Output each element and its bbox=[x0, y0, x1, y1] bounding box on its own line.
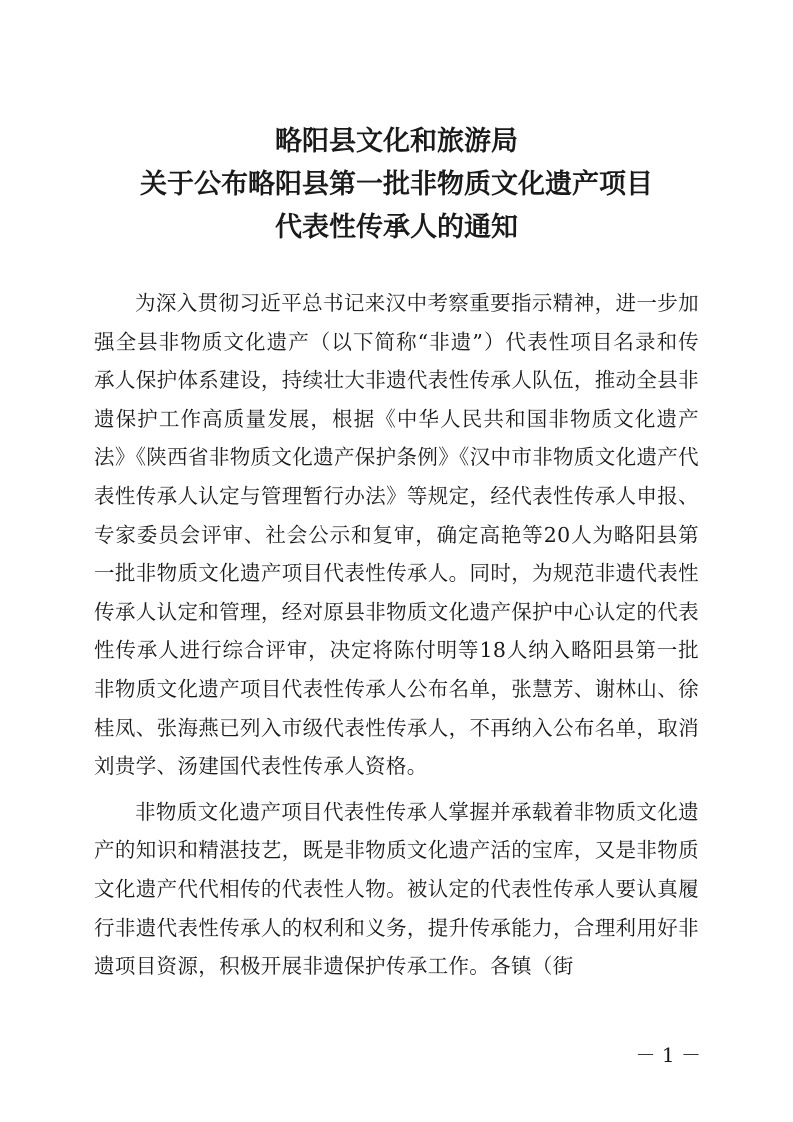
document-body bbox=[94, 284, 699, 986]
title-line-3: 代表性传承人的通知 bbox=[275, 212, 518, 243]
title-line-1: 略阳县文化和旅游局 bbox=[275, 126, 518, 157]
document-title bbox=[0, 120, 793, 249]
title-line-2: 关于公布略阳县第一批非物质文化遗产项目 bbox=[140, 169, 653, 200]
body-paragraph-1: 为深入贯彻习近平总书记来汉中考察重要指示精神，进一步加强全县非物质文化遗产（以下简称“非遗”）代表性项目名录和传承人保护体系建设，持续壮大非遗代表性传承人队伍，推动全县非遗保护工作高质量发展，根据《中华人民共和国非物质文化遗产法》《陕西省非物质文化遗产保护条例》《汉中市非物质文化遗产代表性传承人认定与管理暂行办法》等规定，经代表性传承人申报、专家委员会评审、社会公示和复审，确定高艳等20人为略阳县第一批非物质文化遗产项目代表性传承人。同时，为规范非遗代表性传承人认定和管理，经对原县非物质文化遗产保护中心认定的代表性传承人进行综合评审，决定将陈付明等18人纳入略阳县第一批非物质文化遗产项目代表性传承人公布名单，张慧芳、谢林山、徐桂凤、张海燕已列入市级代表性传承人，不再纳入公布名单，取消刘贵学、汤建国代表性传承人资格。 bbox=[94, 291, 699, 779]
page-number: － 1 － bbox=[635, 1043, 701, 1067]
body-paragraph-2: 非物质文化遗产项目代表性传承人掌握并承载着非物质文化遗产的知识和精湛技艺，既是非物质文化遗产活的宝库，又是非物质文化遗产代代相传的代表性人物。被认定的代表性传承人要认真履行非遗代表性传承人的权利和义务，提升传承能力，合理利用好非遗项目资源，积极开展非遗保护传承工作。各镇（街 bbox=[94, 799, 699, 979]
